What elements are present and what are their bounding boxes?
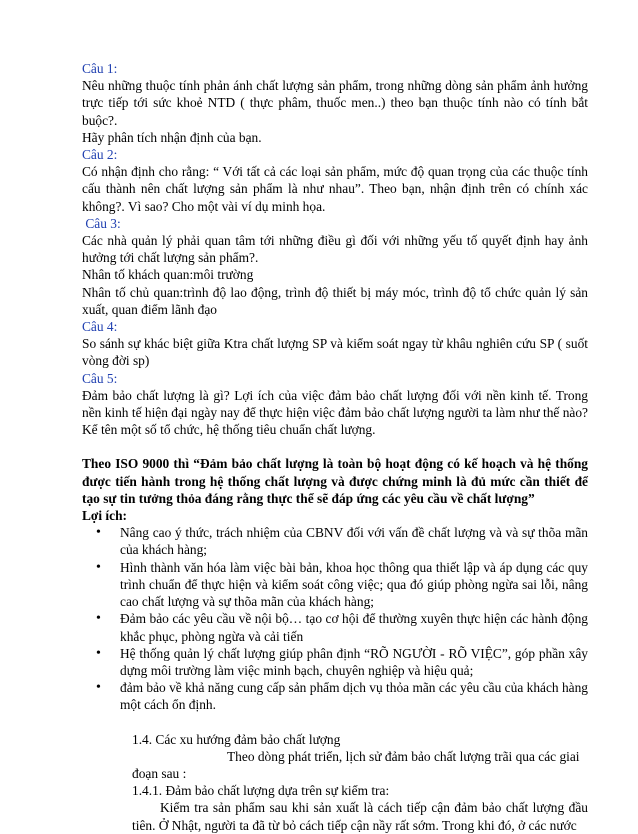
question-4-label: Câu 4: <box>82 319 118 335</box>
question-3-objective-factors: Nhân tố khách quan:môi trường <box>82 267 254 283</box>
list-item: • Hình thành văn hóa làm việc bài bản, khoa học thông qua thiết lập và áp dụng các quy trình chuẩn để thực hiện và kiểm soát công việc; qua đó giúp phòng ngừa sai lỗi, nâng cao chất lượng và sự thõa mãn của khách hàng; <box>114 559 588 611</box>
list-item: • Hệ thống quản lý chất lượng giúp phân định “RÕ NGƯỜI - RÕ VIỆC”, góp phần xây dựng môi trường làm việc minh bạch, chuyên nghiệp và hiệu quả; <box>114 645 588 679</box>
section-1-4-1-title: 1.4.1. Đảm bảo chất lượng dựa trên sự kiểm tra: <box>132 783 390 799</box>
spacer <box>82 438 588 455</box>
question-3-label: Câu 3: <box>82 215 121 231</box>
question-1-text-2: Hãy phân tích nhận định của bạn. <box>82 129 262 145</box>
question-2-text: Có nhận định cho rằng: “ Với tất cả các loại sản phẩm, mức độ quan trọng của các thuộc tính cấu thành nên chất lượng sản phẩm là như nhau”. Theo bạn, nhận định trên có chính xác không?. Vì sao? Cho một vài ví dụ minh họa. <box>82 164 588 214</box>
benefits-heading: Lợi ích: <box>82 508 127 524</box>
question-5-text: Đảm bảo chất lượng là gì? Lợi ích của việc đảm bảo chất lượng đối với nền kinh tế. Trong nền kinh tế hiện đại ngày nay để thực hiện việc đảm bảo chất lượng người ta làm như thế nào? Kể tên một số tổ chức, hệ thống tiêu chuẩn chất lượng. <box>82 387 588 438</box>
section-1-4-1-paragraph: Kiểm tra sản phẩm sau khi sản xuất là cách tiếp cận đảm bảo chất lượng đầu tiên. Ở Nhật, người ta đã từ bỏ cách tiếp cận nầy rất sớm. Trong khi đó, ở các nước <box>132 800 588 833</box>
list-item: • Nâng cao ý thức, trách nhiệm của CBNV đối với vấn đề chất lượng và và sự thõa mãn của khách hàng; <box>114 524 588 558</box>
spacer <box>82 714 588 731</box>
iso-definition: Theo ISO 9000 thì “Đảm bảo chất lượng là toàn bộ hoạt động có kế hoạch và hệ thống được tiến hành trong hệ thống chất lượng và được chứng minh là đủ mức cần thiết để tạo sự tin tưởng thỏa đáng rằng thực thể sẽ đáp ứng các yêu cầu về chất lượng” <box>82 456 588 506</box>
section-1-4-intro-continued: đoạn sau : <box>132 765 187 781</box>
question-4-text: So sánh sự khác biệt giữa Ktra chất lượng SP và kiểm soát ngay từ khâu nghiên cứu SP ( suốt vòng đời sp) <box>82 336 588 369</box>
question-2-label: Câu 2: <box>82 147 118 163</box>
section-1-4-intro: Theo dòng phát triển, lịch sử đảm bảo chất lượng trãi qua các giai <box>227 748 580 764</box>
question-3-subjective-factors: Nhân tố chủ quan:trình độ lao động, trình độ thiết bị máy móc, trình độ tổ chức quản lý sản xuất, quan điểm lãnh đạo <box>82 284 588 317</box>
question-1-label: Câu 1: <box>82 61 118 76</box>
benefits-list <box>82 524 588 713</box>
list-item: • Đảm bảo các yêu cầu về nội bộ… tạo cơ hội để thường xuyên thực hiện các hành động khắc phục, phòng ngừa và cải tiến <box>114 610 588 644</box>
section-1-4-title: 1.4. Các xu hướng đảm bảo chất lượng <box>132 731 341 747</box>
question-5-label: Câu 5: <box>82 370 118 386</box>
question-1-text: Nêu những thuộc tính phản ánh chất lượng sản phẩm, trong những dòng sản phẩm ảnh hưởng trực tiếp tới sức khoẻ NTD ( thực phâm, thuốc men..) theo bạn thuộc tính nào có tính bắt buộc?. <box>82 78 588 128</box>
list-item: • đảm bảo về khả năng cung cấp sản phẩm dịch vụ thỏa mãn các yêu cầu của khách hàng một cách ổn định. <box>114 679 588 713</box>
question-3-text: Các nhà quản lý phải quan tâm tới những điều gì đối với những yếu tố quyết định hay ảnh hưởng tới chất lượng sản phẩm?. <box>82 233 588 266</box>
